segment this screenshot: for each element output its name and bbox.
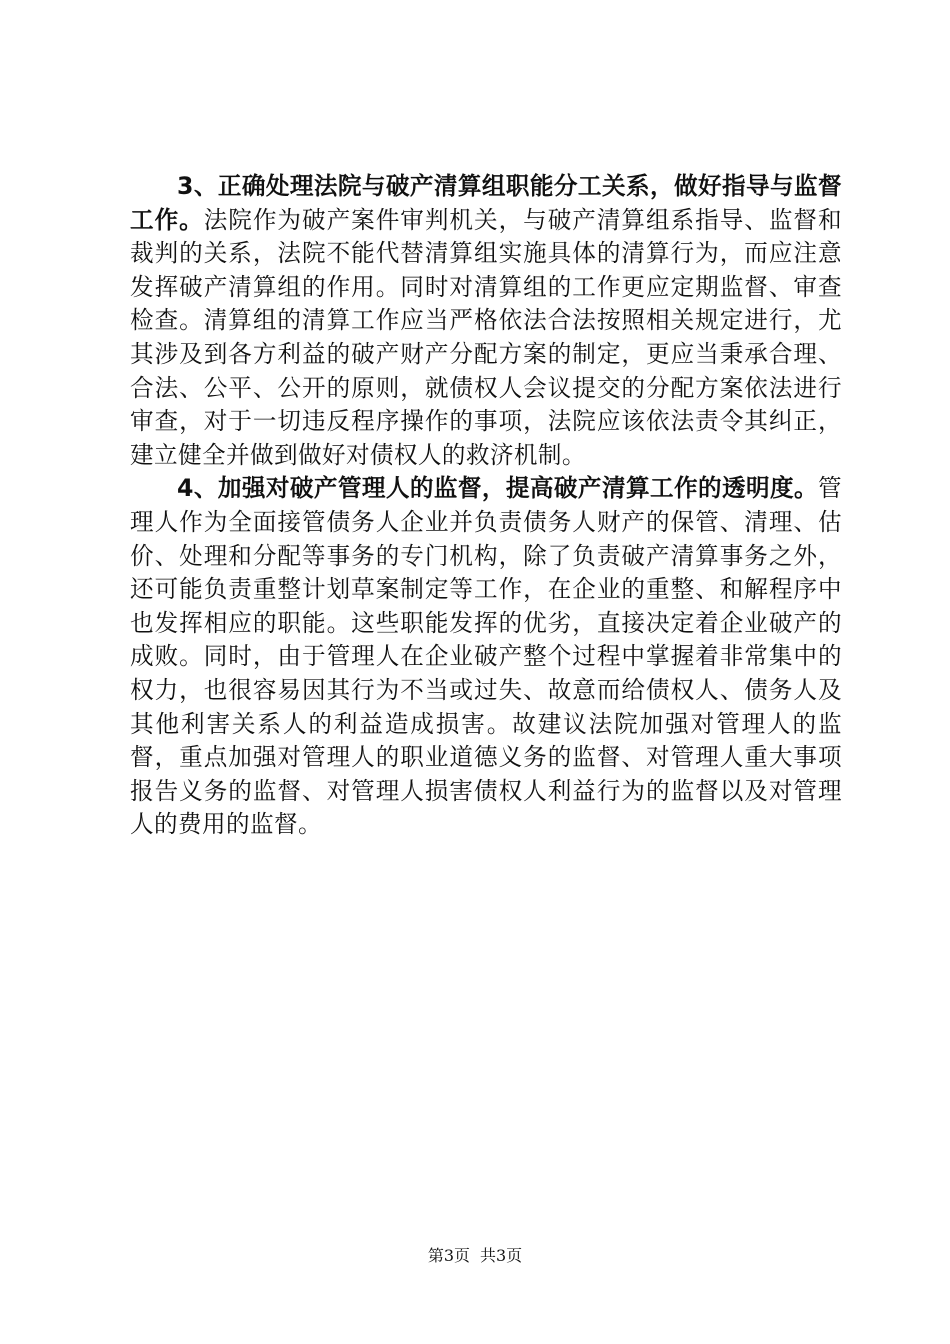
- page-total: 共3页: [480, 1246, 523, 1265]
- document-body: [130, 170, 842, 842]
- page-number: 第3页: [427, 1246, 470, 1265]
- paragraph-administrator-supervision: [130, 472, 842, 842]
- paragraph-text: 法院作为破产案件审判机关，与破产清算组系指导、监督和裁判的关系，法院不能代替清算组实施具体的清算行为，而应注意发挥破产清算组的作用。同时对清算组的工作更应定期监督、审查检查。清算组的清算工作应当严格依法合法按照相关规定进行，尤其涉及到各方利益的破产财产分配方案的制定，更应当秉承合理、合法、公平、公开的原则，就债权人会议提交的分配方案依法进行审查，对于一切违反程序操作的事项，法院应该依法责令其纠正，建立健全并做到做好对债权人的救济机制。: [130, 205, 842, 469]
- paragraph-heading: 3、正确处理法院与破产清算组职能分工关系，做好指导与监督工作。: [130, 172, 842, 234]
- page-footer: [0, 1246, 950, 1266]
- paragraph-court-liquidation-group: [130, 170, 842, 472]
- paragraph-text: 管理人作为全面接管债务人企业并负责债务人财产的保管、清理、估价、处理和分配等事务的专门机构，除了负责破产清算事务之外，还可能负责重整计划草案制定等工作，在企业的重整、和解程序中也发挥相应的职能。这些职能发挥的优劣，直接决定着企业破产的成败。同时，由于管理人在企业破产整个过程中掌握着非常集中的权力，也很容易因其行为不当或过失、故意而给债权人、债务人及其他利害关系人的利益造成损害。故建议法院加强对管理人的监督，重点加强对管理人的职业道德义务的监督、对管理人重大事项报告义务的监督、对管理人损害债权人利益行为的监督以及对管理人的费用的监督。: [130, 474, 842, 839]
- paragraph-heading: 4、加强对破产管理人的监督，提高破产清算工作的透明度。: [177, 474, 818, 503]
